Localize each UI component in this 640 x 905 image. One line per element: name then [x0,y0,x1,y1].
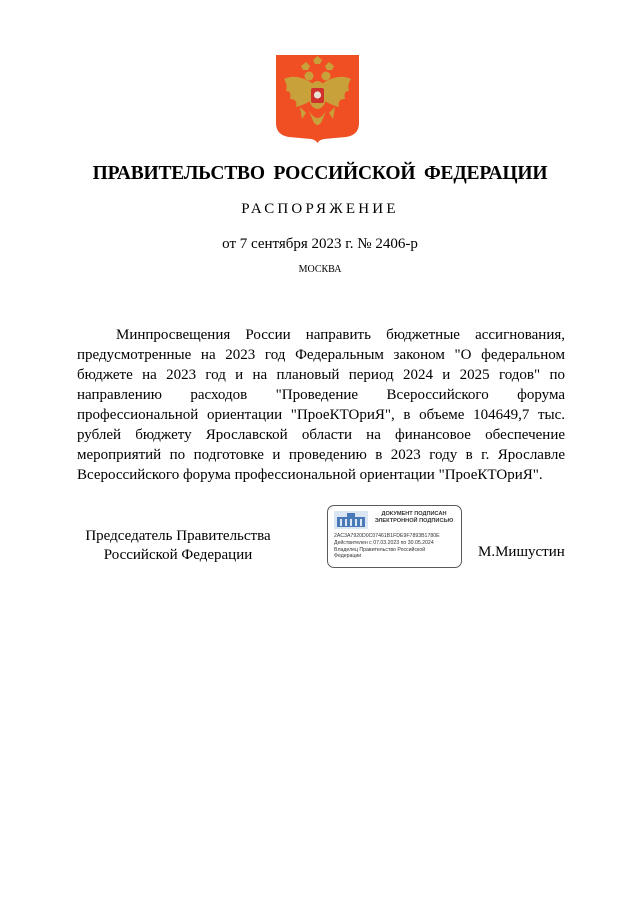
coat-of-arms-icon [276,55,359,143]
electronic-signature-stamp [327,505,462,568]
document-type: РАСПОРЯЖЕНИЕ [241,201,399,217]
order-text-paragraph: Минпросвещения России направить бюджетные ассигнования, предусмотренные на 2023 год Федеральным законом "О федеральном бюджете на 2023 год и на плановый период 2024 и 2025 годов" по направлению расходов "Проведение Всероссийского форума профессиональной ориентации "ПроеКТОриЯ", в объеме 104649,7 тыс. рублей бюджету Ярославской области на финансовое обеспечение мероприятий по подготовке и проведению в 2023 году в г. Ярославле Всероссийского форума профессиональной ориентации "ПроеКТОриЯ". [77,327,565,483]
document-date-number: от 7 сентября 2023 г. № 2406-р [222,236,418,252]
document-city: МОСКВА [298,264,342,275]
signer-role: Председатель Правительства Российской Федерации [85,528,271,563]
stamp-title: ДОКУМЕНТ ПОДПИСАН ЭЛЕКТРОННОЙ ПОДПИСЬЮ [374,511,454,524]
stamp-certificate-number: 2AC3A7920D0C07461B1FDE9F7893B1780E [334,533,440,539]
signer-name: М.Мишустин [478,544,565,560]
government-title: ПРАВИТЕЛЬСТВО РОССИЙСКОЙ ФЕДЕРАЦИИ [92,163,548,184]
stamp-validity: Действителен с 07.03.2023 по 30.05.2024 [334,540,434,546]
stamp-owner: Владелец Правительство Российской Федерации [334,547,426,559]
government-building-icon [334,511,368,529]
